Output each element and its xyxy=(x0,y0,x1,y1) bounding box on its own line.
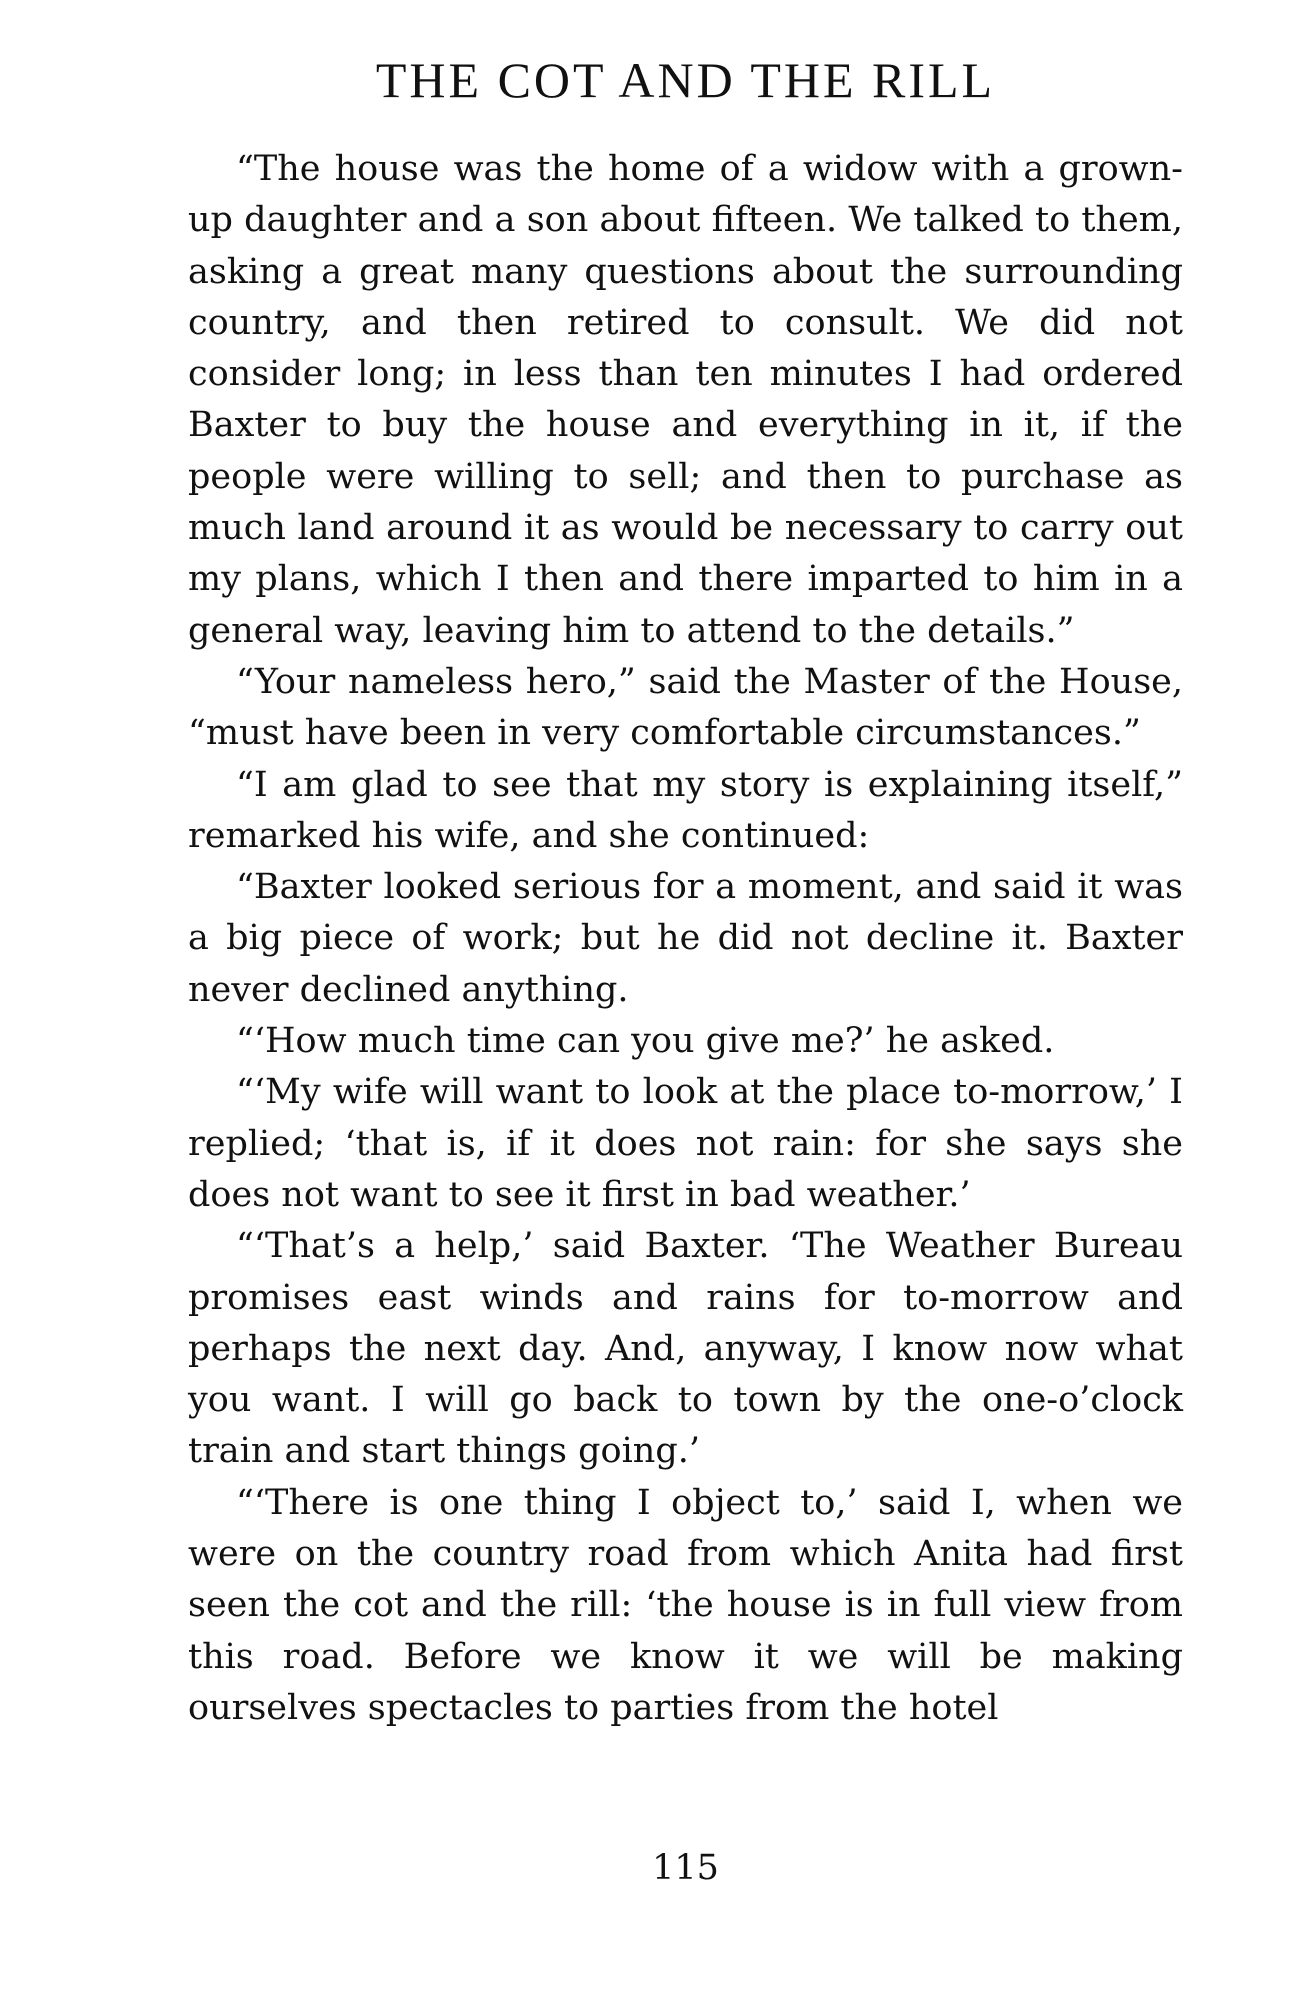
paragraph: “‘My wife will want to look at the place to-morrow,’ I replied; ‘that is, if it does not rain: for she says she does not want to see it first in bad weather.’ xyxy=(188,1072,1183,1215)
body-text xyxy=(188,144,1183,1734)
paragraph: “Baxter looked serious for a moment, and said it was a big piece of work; but he did not decline it. Baxter never declined anything. xyxy=(188,867,1183,1010)
paragraph: “The house was the home of a widow with a grown-up daughter and a son about fifteen. We talked to them, asking a great many questions about the surrounding country, and then retired to consult. We did not consider long; in less than ten minutes I had ordered Baxter to buy the house and everything in it, if the people were willing to sell; and then to purchase as much land around it as would be necessary to carry out my plans, which I then and there imparted to him in a general way, leaving him to attend to the details.” xyxy=(188,149,1183,651)
page-number: 115 xyxy=(652,1848,719,1888)
running-head: THE COT AND THE RILL xyxy=(375,52,996,108)
book-page xyxy=(188,0,1183,1990)
paragraph: “‘That’s a help,’ said Baxter. ‘The Weather Bureau promises east winds and rains for to-morrow and perhaps the next day. And, anyway, I know now what you want. I will go back to town by the one-o’clock train and start things going.’ xyxy=(188,1226,1183,1472)
paragraph: “‘There is one thing I object to,’ said I, when we were on the country road from which Anita had first seen the cot and the rill: ‘the house is in full view from this road. Before we know it we will be making ourselves spectacles to parties from the hotel xyxy=(188,1482,1183,1728)
paragraph: “‘How much time can you give me?’ he asked. xyxy=(236,1021,1055,1062)
paragraph: “I am glad to see that my story is explaining itself,” remarked his wife, and she continued: xyxy=(188,764,1183,856)
paragraph: “Your nameless hero,” said the Master of the House, “must have been in very comfortable circumstances.” xyxy=(188,661,1183,754)
